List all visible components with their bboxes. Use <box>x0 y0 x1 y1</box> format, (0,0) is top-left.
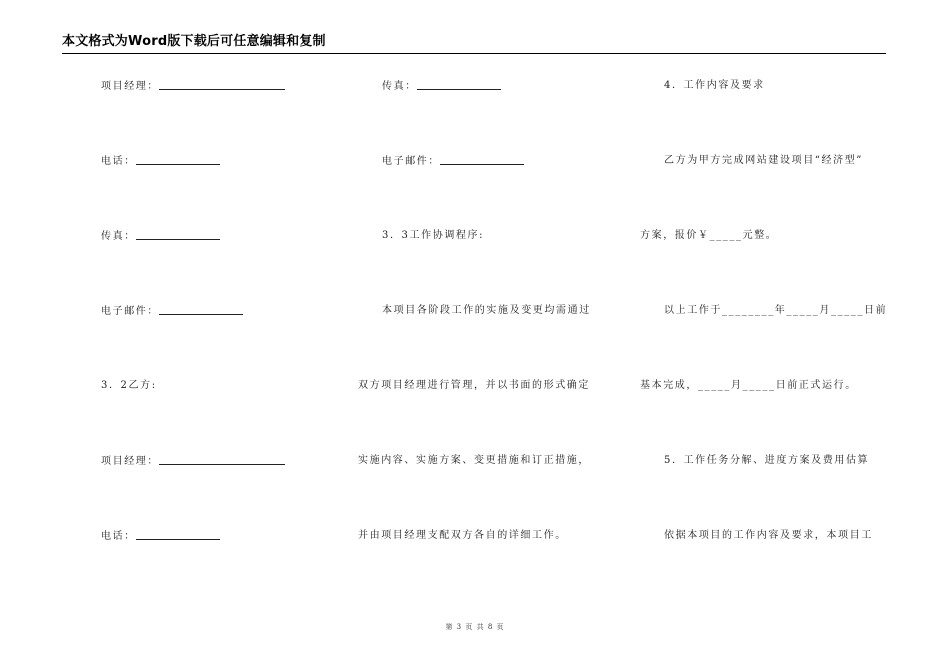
paragraph-line <box>664 304 887 318</box>
blank-underline <box>159 79 285 90</box>
blank-underline <box>440 154 524 165</box>
paragraph-line <box>640 379 857 393</box>
paragraph-line <box>664 154 863 168</box>
field-label: 电子邮件： <box>382 156 440 167</box>
page-footer <box>0 622 950 632</box>
section-label: 4．工作内容及要求 <box>664 80 765 91</box>
field-label: 电话： <box>101 531 136 542</box>
page-total: 8 <box>487 623 494 631</box>
section-label: 3．3工作协调程序: <box>382 230 485 241</box>
paragraph-line <box>664 529 873 543</box>
paragraph-text: 基本完成，_____月_____日前正式运行。 <box>640 380 857 391</box>
section-heading-work-content <box>664 79 765 93</box>
paragraph-text: 以上工作于________年_____月_____日前 <box>664 305 888 316</box>
section-label: 3．2乙方: <box>101 380 157 391</box>
blank-underline <box>136 229 220 240</box>
field-phone <box>101 529 220 544</box>
blank-underline <box>136 154 220 165</box>
paragraph-line <box>640 229 777 243</box>
page-prefix: 第 <box>445 623 454 631</box>
field-email <box>101 304 243 319</box>
page-suffix: 页 <box>496 623 505 631</box>
blank-underline <box>417 79 501 90</box>
field-email <box>382 154 524 169</box>
paragraph-text: 本项目各阶段工作的实施及变更均需通过 <box>382 305 591 316</box>
field-project-manager <box>101 454 285 469</box>
field-fax <box>382 79 501 94</box>
paragraph-text: 实施内容、实施方案、变更措施和订正措施， <box>358 455 590 466</box>
paragraph-text: 并由项目经理支配双方各自的详细工作。 <box>358 530 567 541</box>
field-label: 传真： <box>382 81 417 92</box>
field-phone <box>101 154 220 169</box>
field-project-manager <box>101 79 285 94</box>
section-heading-party-b <box>101 379 157 393</box>
field-label: 项目经理： <box>101 456 159 467</box>
page-current: 3 <box>456 623 463 631</box>
section-heading-coordination <box>382 229 484 243</box>
paragraph-line <box>358 379 590 393</box>
paragraph-text: 方案，报价￥_____元整。 <box>640 230 778 241</box>
blank-underline <box>159 454 285 465</box>
paragraph-line <box>358 454 590 468</box>
paragraph-text: 依据本项目的工作内容及要求，本项目工 <box>664 530 873 541</box>
blank-underline <box>136 529 220 540</box>
page-header <box>62 34 886 54</box>
paragraph-line <box>382 304 591 318</box>
field-label: 电话： <box>101 156 136 167</box>
field-label: 项目经理： <box>101 81 159 92</box>
paragraph-text: 乙方为甲方完成网站建设项目“经济型” <box>664 155 864 166</box>
header-title: 本文格式为Word版下载后可任意编辑和复制 <box>62 34 326 49</box>
paragraph-text: 双方项目经理进行管理，并以书面的形式确定 <box>358 380 590 391</box>
section-label: 5．工作任务分解、进度方案及费用估算 <box>664 455 870 466</box>
paragraph-line <box>358 529 567 543</box>
field-fax <box>101 229 220 244</box>
field-label: 传真： <box>101 231 136 242</box>
blank-underline <box>159 304 243 315</box>
page-middle: 页 共 <box>465 623 485 631</box>
field-label: 电子邮件： <box>101 306 159 317</box>
section-heading-task-breakdown <box>664 454 869 468</box>
